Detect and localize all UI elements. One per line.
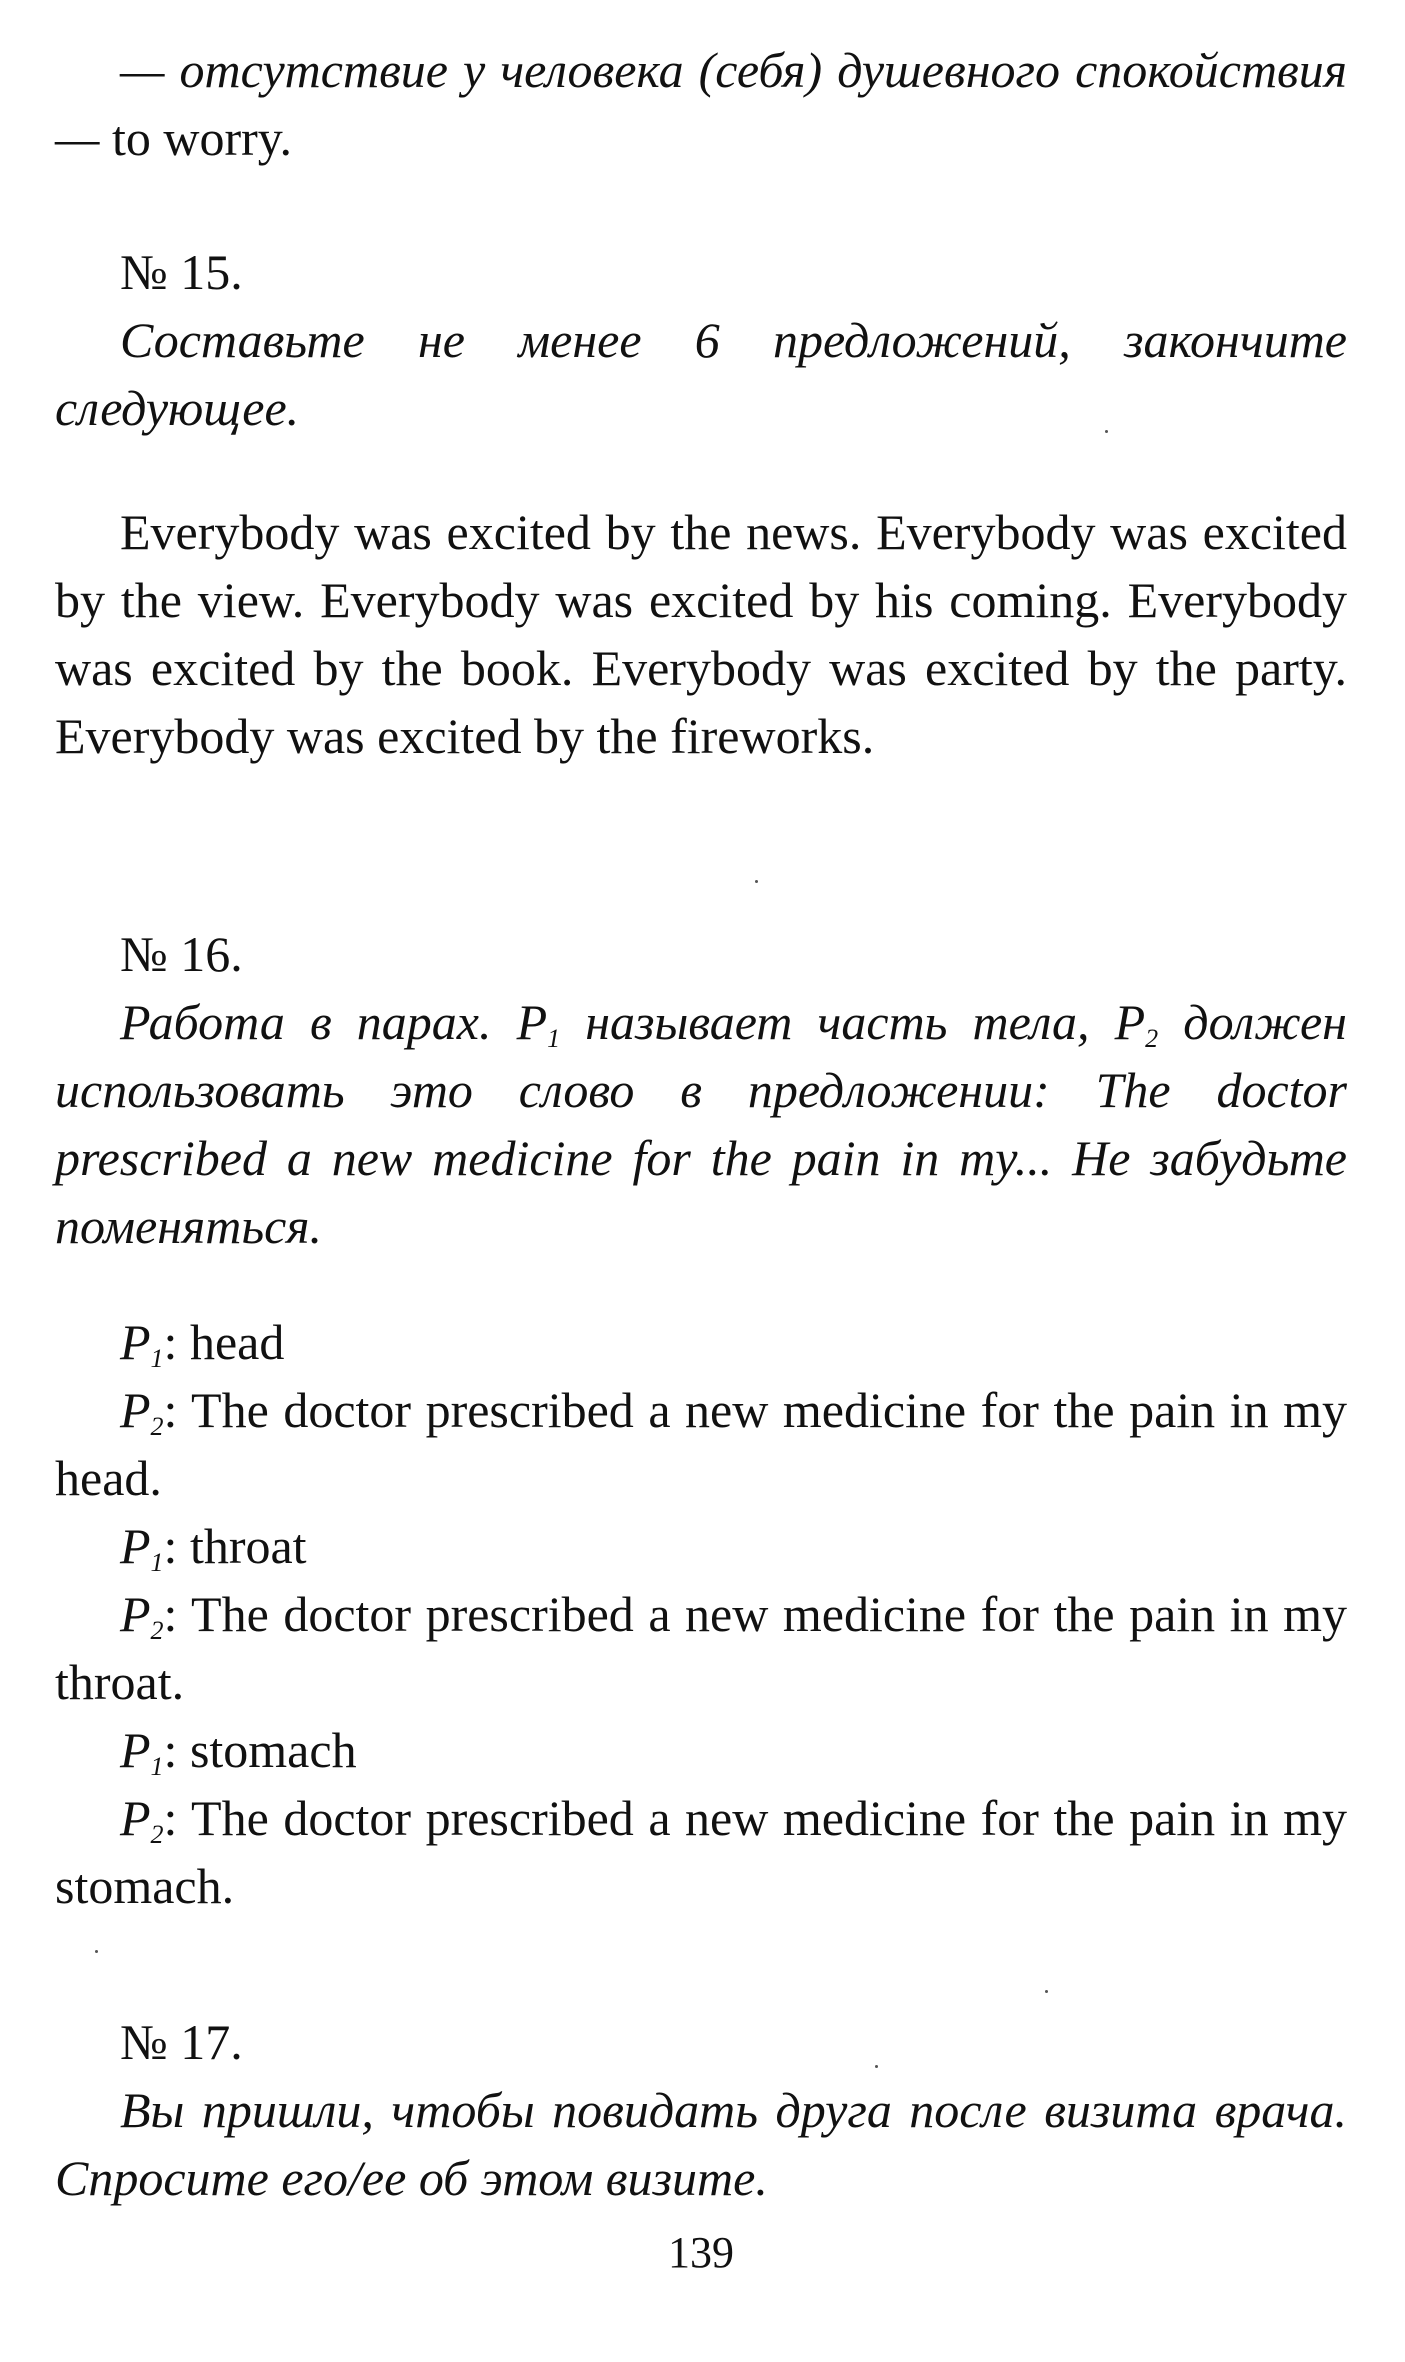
speaker-subscript: 2 bbox=[150, 1820, 164, 1849]
exercise-16-dialog bbox=[55, 1308, 1347, 1920]
intro-paragraph bbox=[55, 36, 1347, 172]
dialog-line bbox=[55, 1580, 1347, 1716]
speaker-subscript: 1 bbox=[150, 1548, 164, 1577]
page bbox=[55, 0, 1347, 2362]
dialog-line bbox=[55, 1716, 1347, 1784]
dialog-text: : throat bbox=[163, 1518, 307, 1574]
scan-speck bbox=[755, 880, 758, 883]
intro-italic: — отсутствие у человека (себя) душевного спокойствия — bbox=[55, 42, 1347, 166]
exercise-15 bbox=[55, 238, 1347, 442]
exercise-16 bbox=[55, 920, 1347, 1260]
speaker-subscript: 1 bbox=[150, 1344, 164, 1373]
exercise-number: № 16. bbox=[120, 926, 243, 982]
speaker-subscript: 1 bbox=[150, 1752, 164, 1781]
speaker-label: P bbox=[120, 1518, 151, 1574]
intro-roman: to worry. bbox=[99, 110, 293, 166]
speaker-label: P bbox=[120, 1382, 151, 1438]
answer-paragraph: Everybody was excited by the news. Everybody was excited by the view. Everybody was excited by his coming. Everybody was excited by the book. Everybody was excited by the party. Everybody was excited by the fireworks. bbox=[55, 504, 1347, 764]
dialog-text: : The doctor prescribed a new medicine for the pain in my throat. bbox=[55, 1586, 1347, 1710]
speaker-label: P bbox=[120, 1586, 151, 1642]
task-subscript: 1 bbox=[547, 1024, 561, 1053]
task-subscript: 2 bbox=[1145, 1024, 1159, 1053]
page-number: 139 bbox=[668, 2228, 734, 2277]
dialog-text: : head bbox=[163, 1314, 285, 1370]
task-text: должен использовать это слово в предложении: The doctor prescribed a new medicine for the pain in my... Не забудьте поменяться. bbox=[55, 994, 1347, 1254]
dialog-line bbox=[55, 1512, 1347, 1580]
speaker-subscript: 2 bbox=[150, 1616, 164, 1645]
exercise-15-answer bbox=[55, 498, 1347, 770]
speaker-label: P bbox=[120, 1314, 151, 1370]
exercise-number: № 17. bbox=[120, 2014, 243, 2070]
speaker-label: P bbox=[120, 1722, 151, 1778]
scan-speck bbox=[875, 2065, 878, 2068]
task-text: Работа в парах. P bbox=[120, 994, 548, 1050]
exercise-task: Составьте не менее 6 предложений, закончите следующее. bbox=[55, 312, 1347, 436]
dialog-line bbox=[55, 1376, 1347, 1512]
exercise-task: Вы пришли, чтобы повидать друга после визита врача. Спросите его/ее об этом визите. bbox=[55, 2082, 1347, 2206]
dialog-line bbox=[55, 1784, 1347, 1920]
scan-speck bbox=[95, 1950, 98, 1953]
exercise-number: № 15. bbox=[120, 244, 243, 300]
dialog-text: : The doctor prescribed a new medicine for the pain in my head. bbox=[55, 1382, 1347, 1506]
exercise-17 bbox=[55, 2008, 1347, 2212]
dialog-text: : The doctor prescribed a new medicine for the pain in my stomach. bbox=[55, 1790, 1347, 1914]
task-text: называет часть тела, P bbox=[560, 994, 1146, 1050]
speaker-label: P bbox=[120, 1790, 151, 1846]
dialog-text: : stomach bbox=[163, 1722, 357, 1778]
dialog-line bbox=[55, 1308, 1347, 1376]
scan-speck bbox=[1105, 430, 1108, 433]
scan-speck bbox=[1045, 1990, 1048, 1993]
exercise-task bbox=[55, 988, 1347, 1260]
speaker-subscript: 2 bbox=[150, 1412, 164, 1441]
